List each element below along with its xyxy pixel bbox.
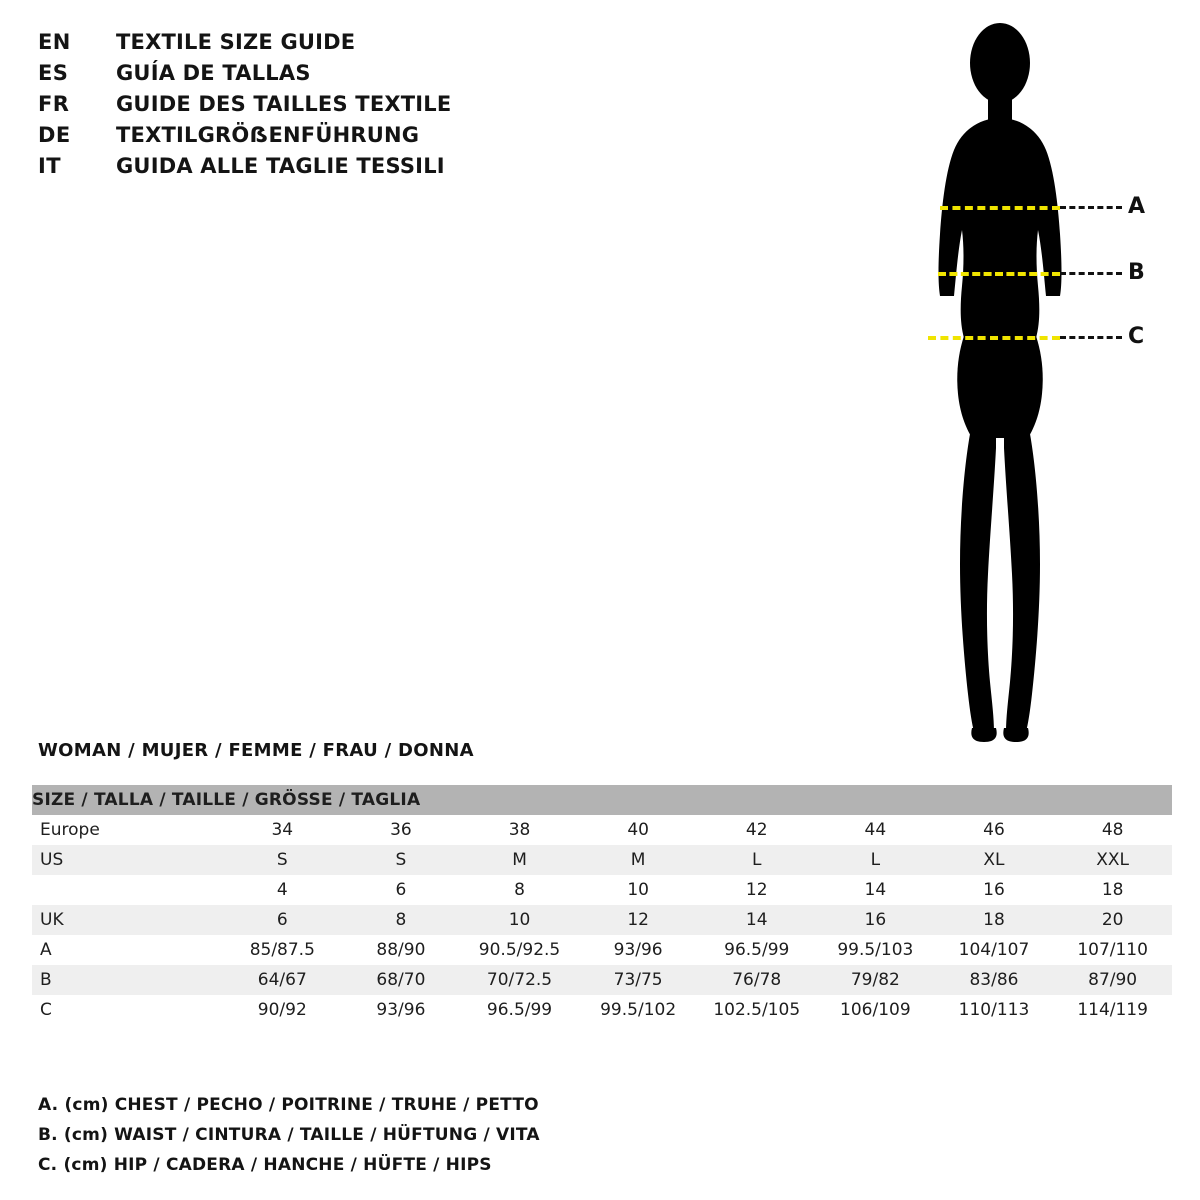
hip-measure-line	[928, 336, 1060, 340]
row-label: US	[32, 845, 223, 875]
chest-leader-line	[1060, 206, 1122, 209]
section-title: WOMAN / MUJER / FEMME / FRAU / DONNA	[38, 740, 474, 761]
title-row	[38, 92, 558, 123]
cell: 6	[223, 905, 342, 935]
cell: 83/86	[935, 965, 1054, 995]
cell: 8	[342, 905, 461, 935]
cell: 110/113	[935, 995, 1054, 1025]
cell: 88/90	[342, 935, 461, 965]
cell: 96.5/99	[697, 935, 816, 965]
footnotes	[38, 1090, 738, 1180]
table-row	[32, 965, 1172, 995]
cell: 10	[460, 905, 579, 935]
language-code: FR	[38, 92, 70, 116]
cell: 107/110	[1053, 935, 1172, 965]
title-row	[38, 61, 558, 92]
chest-measure-line	[940, 206, 1060, 210]
hip-leader-line	[1060, 336, 1122, 339]
cell: 8	[460, 875, 579, 905]
language-code: EN	[38, 30, 71, 54]
cell: 79/82	[816, 965, 935, 995]
cell: 10	[579, 875, 698, 905]
cell: 70/72.5	[460, 965, 579, 995]
row-label: C	[32, 995, 223, 1025]
cell: 93/96	[579, 935, 698, 965]
cell: 104/107	[935, 935, 1054, 965]
title-text: GUIDE DES TAILLES TEXTILE	[116, 92, 452, 116]
row-label: B	[32, 965, 223, 995]
cell: 114/119	[1053, 995, 1172, 1025]
cell: 96.5/99	[460, 995, 579, 1025]
cell: 18	[935, 905, 1054, 935]
row-label: Europe	[32, 815, 223, 845]
cell: 14	[697, 905, 816, 935]
cell: S	[223, 845, 342, 875]
cell: M	[460, 845, 579, 875]
size-table	[32, 785, 1172, 1025]
footnote-chest: A. (cm) CHEST / PECHO / POITRINE / TRUHE / PETTO	[38, 1095, 539, 1115]
female-silhouette-icon	[860, 18, 1190, 748]
body-measurement-figure	[860, 18, 1190, 738]
row-label: UK	[32, 905, 223, 935]
cell: 40	[579, 815, 698, 845]
language-code: IT	[38, 154, 61, 178]
cell: 73/75	[579, 965, 698, 995]
hip-label: C	[1128, 324, 1145, 349]
cell: 36	[342, 815, 461, 845]
row-label: A	[32, 935, 223, 965]
cell: 12	[579, 905, 698, 935]
cell: 90/92	[223, 995, 342, 1025]
table-row	[32, 905, 1172, 935]
cell: 18	[1053, 875, 1172, 905]
cell: 46	[935, 815, 1054, 845]
cell: M	[579, 845, 698, 875]
cell: 85/87.5	[223, 935, 342, 965]
cell: 4	[223, 875, 342, 905]
table-header-row	[32, 785, 1172, 815]
table-row	[32, 815, 1172, 845]
table-row	[32, 875, 1172, 905]
footnote-waist: B. (cm) WAIST / CINTURA / TAILLE / HÜFTUNG / VITA	[38, 1125, 540, 1145]
cell: 42	[697, 815, 816, 845]
cell: 16	[935, 875, 1054, 905]
table-header-label: SIZE / TALLA / TAILLE / GRÖSSE / TAGLIA	[32, 785, 1172, 815]
cell: XXL	[1053, 845, 1172, 875]
cell: L	[816, 845, 935, 875]
title-text: GUÍA DE TALLAS	[116, 61, 311, 85]
cell: 93/96	[342, 995, 461, 1025]
cell: XL	[935, 845, 1054, 875]
table-row	[32, 845, 1172, 875]
cell: 38	[460, 815, 579, 845]
cell: L	[697, 845, 816, 875]
waist-leader-line	[1060, 272, 1122, 275]
cell: 99.5/103	[816, 935, 935, 965]
cell: 76/78	[697, 965, 816, 995]
cell: 48	[1053, 815, 1172, 845]
row-label	[32, 875, 223, 905]
cell: 16	[816, 905, 935, 935]
cell: 44	[816, 815, 935, 845]
title-row	[38, 154, 558, 185]
cell: 20	[1053, 905, 1172, 935]
title-row	[38, 30, 558, 61]
cell: 64/67	[223, 965, 342, 995]
language-code: DE	[38, 123, 71, 147]
cell: 99.5/102	[579, 995, 698, 1025]
cell: 12	[697, 875, 816, 905]
table-row	[32, 995, 1172, 1025]
title-row	[38, 123, 558, 154]
table-row	[32, 935, 1172, 965]
title-block	[38, 30, 558, 185]
language-code: ES	[38, 61, 69, 85]
cell: 14	[816, 875, 935, 905]
chest-label: A	[1128, 194, 1146, 219]
cell: 6	[342, 875, 461, 905]
waist-label: B	[1128, 260, 1145, 285]
cell: S	[342, 845, 461, 875]
cell: 90.5/92.5	[460, 935, 579, 965]
cell: 87/90	[1053, 965, 1172, 995]
cell: 106/109	[816, 995, 935, 1025]
cell: 34	[223, 815, 342, 845]
title-text: TEXTILE SIZE GUIDE	[116, 30, 356, 54]
title-text: GUIDA ALLE TAGLIE TESSILI	[116, 154, 445, 178]
title-text: TEXTILGRÖẞENFÜHRUNG	[116, 123, 420, 147]
footnote-hip: C. (cm) HIP / CADERA / HANCHE / HÜFTE / HIPS	[38, 1155, 492, 1175]
cell: 68/70	[342, 965, 461, 995]
cell: 102.5/105	[697, 995, 816, 1025]
waist-measure-line	[938, 272, 1060, 276]
